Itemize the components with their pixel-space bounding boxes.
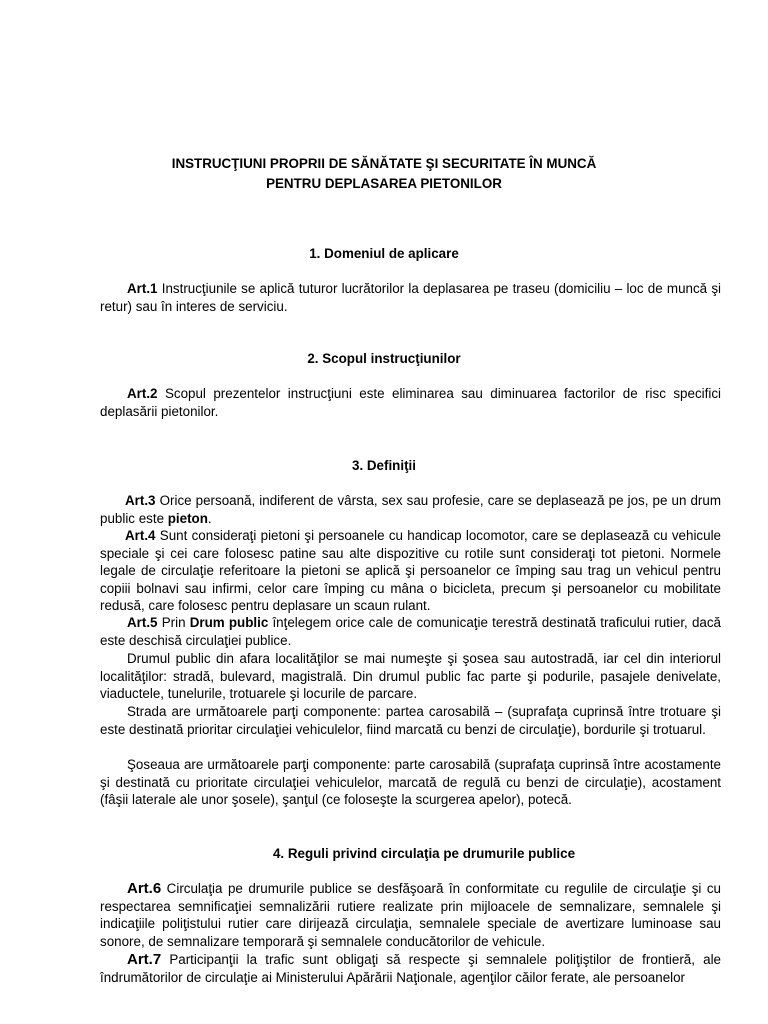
article-text-end: .: [207, 510, 212, 526]
emphasis-pieton: pieton: [167, 510, 208, 526]
article-label: Art.6: [127, 880, 162, 897]
article-4: [100, 527, 721, 615]
article-text: Orice persoană, indiferent de vârsta, sex sau profesie, care se deplasează pe jos, pe un drum public este: [100, 493, 721, 526]
section-heading-1: 1. Domeniul de aplicare: [309, 246, 459, 261]
section-heading-2: 2. Scopul instrucţiunilor: [307, 351, 461, 366]
article-text: Participanţii la trafic sunt obligaţi să respecte şi semnalele poliţiştilor de frontieră, ale îndrumătorilor de circulaţie ai Ministerului Apărării Naţionale, agenţilor căilor ferate, ale persoanelor: [100, 952, 721, 985]
article-text: Sunt consideraţi pietoni şi persoanele cu handicap locomotor, care se deplasează cu vehicule speciale şi cei care folosesc patine sau alte dispozitive cu rotile sunt consideraţi tot pietoni. Normele legale de circulaţie referitoare la pietoni se aplică şi persoanelor ce împing sau trag un vehicul pentru copiii bolnavi sau infirmi, celor care împing cu mâna o bicicleta, precum şi persoanelor cu mobilitate redusă, care folosesc pentru deplasare un scaun rulant.: [100, 528, 721, 614]
paragraph-sosea: Şoseaua are următoarele parţi componente: parte carosabilă (suprafaţa cuprinsă între acostamente şi destinată cu prioritate circulaţiei vehiculelor, marcată de regulă cu benzi de circulaţie), acostament (fâşii laterale ale unor şosele), şanţul (ce foloseşte la scurgerea apelor), potecă.: [100, 757, 721, 808]
article-6: [100, 880, 721, 950]
document-title-line-2: PENTRU DEPLASAREA PIETONILOR: [266, 176, 502, 191]
emphasis-drum-public: Drum public: [189, 615, 269, 630]
article-text: Instrucţiunile se aplică tuturor lucrătorilor la deplasarea pe traseu (domiciliu – loc de muncă şi retur) sau în interes de serviciu.: [100, 281, 721, 314]
article-label: Art.1: [127, 281, 158, 296]
section-heading-4: 4. Reguli privind circulaţia pe drumurile publice: [272, 846, 576, 861]
article-label: Art.7: [127, 951, 162, 968]
document-title-line-1: INSTRUCŢIUNI PROPRII DE SĂNĂTATE ŞI SECURITATE ÎN MUNCĂ: [171, 156, 597, 171]
article-text: Circulaţia pe drumurile publice se desfăşoară în conformitate cu regulile de circulaţie şi cu respectarea semnificaţiei semnalizării rutiere realizate prin mijloacele de semnalizare, semnalele şi indicaţiile poliţistului rutier care dirijează circulaţia, semnalele speciale de avertizare luminoase sau sonore, de semnalizare temporară şi semnalele conducătorilor de vehicule.: [100, 881, 721, 949]
article-text: înţelegem orice cale de comunicaţie terestră destinată traficului rutier, dacă este deschisă circulaţiei publice.: [100, 615, 721, 648]
article-label: Art.4: [125, 528, 156, 543]
section-heading-3: 3. Definiţii: [352, 458, 416, 473]
paragraph-drum-public: Drumul public din afara localităţilor se mai numeşte şi şosea sau autostradă, iar cel din interiorul localităţilor: stradă, bulevard, magistrală. Din drumul public fac parte şi podurile, pasajele denivelate, viaductele, tunelurile, trotuarele şi locurile de parcare.: [100, 651, 721, 702]
article-text: Scopul prezentelor instrucţiuni este eliminarea sau diminuarea factorilor de risc specifici deplasării pietonilor.: [100, 386, 721, 419]
article-5: [100, 614, 721, 649]
article-3: [100, 492, 721, 527]
article-1: [100, 280, 721, 315]
article-2: [100, 385, 721, 420]
paragraph-strada: Strada are următoarele parţi componente: partea carosabilă – (suprafaţa cuprinsă între trotuare şi este destinată prioritar circulaţiei vehiculelor, fiind marcată cu benzi de circulaţie), bordurile şi trotuarul.: [100, 704, 721, 737]
article-label: Art.2: [127, 386, 158, 401]
article-7: [100, 951, 721, 986]
article-label: Art.3: [125, 493, 156, 508]
article-label: Art.5: [127, 615, 158, 630]
article-text: Prin: [157, 615, 190, 630]
